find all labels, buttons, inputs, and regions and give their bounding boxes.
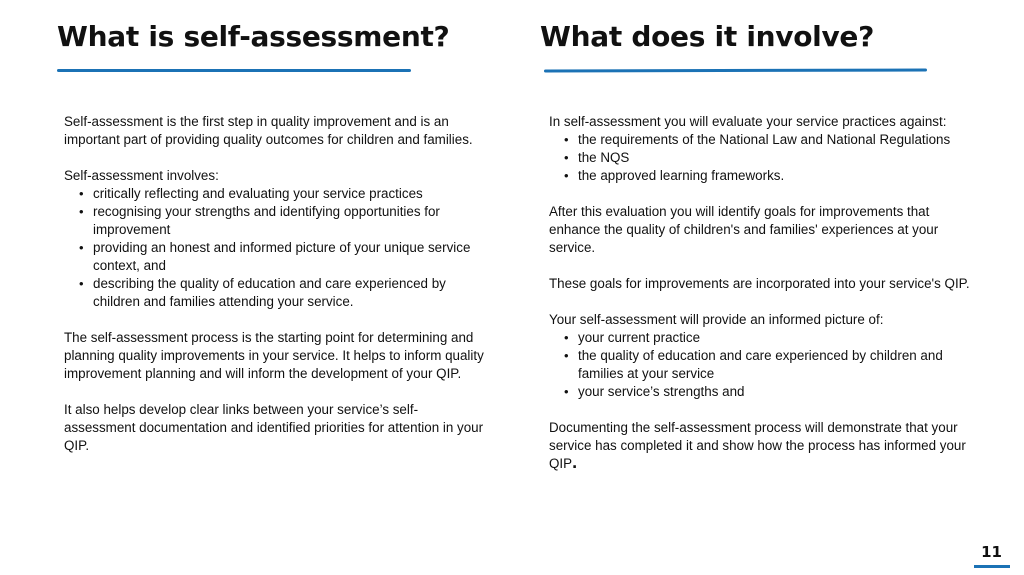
list-item bbox=[79, 239, 484, 275]
list-item bbox=[564, 131, 974, 149]
right-heading: What does it involve? bbox=[540, 20, 875, 53]
list-item-text: the quality of education and care experienced by children and families at your service bbox=[578, 348, 943, 381]
list-item-text: critically reflecting and evaluating your service practices bbox=[93, 186, 423, 201]
list-item bbox=[564, 383, 974, 401]
right-bullet-list-2 bbox=[549, 329, 974, 401]
right-column bbox=[549, 113, 974, 473]
left-paragraph-2: The self-assessment process is the starting point for determining and planning quality improvements in your service. It helps to inform quality improvement planning and will inform the development of your QIP. bbox=[64, 330, 484, 381]
bullet-icon: • bbox=[79, 186, 84, 201]
right-paragraph-3-period: . bbox=[572, 452, 578, 472]
bullet-icon: • bbox=[79, 276, 84, 291]
page-number-underline bbox=[974, 565, 1010, 568]
list-item-text: your service’s strengths and bbox=[578, 384, 745, 399]
left-list-intro: Self-assessment involves: bbox=[64, 168, 219, 183]
page-number: 11 bbox=[981, 543, 1002, 561]
right-list-intro-2: Your self-assessment will provide an informed picture of: bbox=[549, 312, 884, 327]
right-paragraph-3-text: Documenting the self-assessment process will demonstrate that your service has completed it and show how the process has informed your QIP bbox=[549, 420, 966, 471]
list-item bbox=[564, 149, 974, 167]
list-item bbox=[564, 167, 974, 185]
bullet-icon: • bbox=[79, 204, 84, 219]
right-heading-underline bbox=[544, 68, 927, 72]
bullet-icon: • bbox=[564, 150, 569, 165]
right-bullet-list-1 bbox=[549, 131, 974, 185]
list-item-text: recognising your strengths and identifying opportunities for improvement bbox=[93, 204, 440, 237]
right-paragraph-2: These goals for improvements are incorporated into your service's QIP. bbox=[549, 276, 970, 291]
list-item bbox=[79, 275, 484, 311]
left-heading: What is self-assessment? bbox=[57, 20, 450, 53]
left-paragraph-1: Self-assessment is the first step in quality improvement and is an important part of providing quality outcomes for children and families. bbox=[64, 114, 473, 147]
list-item bbox=[79, 185, 484, 203]
left-heading-underline bbox=[57, 69, 411, 72]
bullet-icon: • bbox=[564, 132, 569, 147]
right-paragraph-1: After this evaluation you will identify goals for improvements that enhance the quality of children's and families' experiences at your service. bbox=[549, 204, 939, 255]
list-item-text: providing an honest and informed picture of your unique service context, and bbox=[93, 240, 471, 273]
list-item bbox=[564, 329, 974, 347]
left-paragraph-3: It also helps develop clear links between your service’s self-assessment documentation and identified priorities for attention in your QIP. bbox=[64, 402, 484, 453]
right-list-intro: In self-assessment you will evaluate your service practices against: bbox=[549, 114, 947, 129]
left-column bbox=[64, 113, 484, 455]
list-item-text: your current practice bbox=[578, 330, 701, 345]
left-bullet-list bbox=[64, 185, 484, 311]
right-paragraph-3 bbox=[549, 419, 974, 473]
bullet-icon: • bbox=[564, 384, 569, 399]
bullet-icon: • bbox=[564, 330, 569, 345]
bullet-icon: • bbox=[564, 168, 569, 183]
list-item-text: the approved learning frameworks. bbox=[578, 168, 785, 183]
list-item bbox=[564, 347, 974, 383]
list-item-text: the NQS bbox=[578, 150, 630, 165]
bullet-icon: • bbox=[564, 348, 569, 363]
list-item bbox=[79, 203, 484, 239]
list-item-text: describing the quality of education and care experienced by children and families attending your service. bbox=[93, 276, 446, 309]
bullet-icon: • bbox=[79, 240, 84, 255]
list-item-text: the requirements of the National Law and National Regulations bbox=[578, 132, 951, 147]
